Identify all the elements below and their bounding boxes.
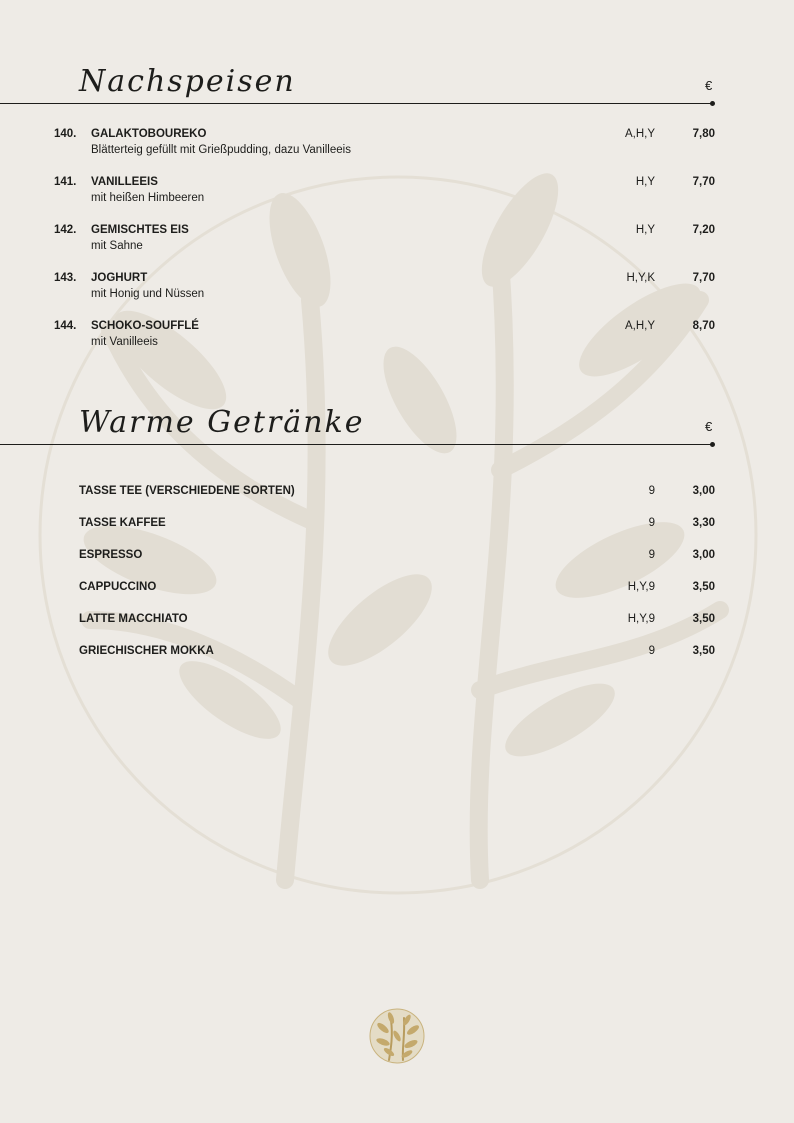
item-name: SCHOKO-SOUFFLÉ xyxy=(91,320,199,332)
item-price: 7,70 xyxy=(692,272,715,284)
section-title: Warme Getränke xyxy=(79,405,365,440)
section-divider xyxy=(0,103,713,104)
item-number: 140. xyxy=(54,128,77,140)
item-allergens: H,Y xyxy=(635,224,655,236)
item-description: mit Honig und Nüssen xyxy=(91,288,205,300)
section-title: Nachspeisen xyxy=(79,64,296,99)
currency-label: € xyxy=(705,78,713,93)
item-description: mit Sahne xyxy=(91,240,143,252)
item-name: TASSE TEE (VERSCHIEDENE SORTEN) xyxy=(79,485,295,497)
item-name: ESPRESSO xyxy=(79,549,143,561)
item-name: GALAKTOBOUREKO xyxy=(91,128,207,140)
item-number: 141. xyxy=(54,176,77,188)
item-number: 144. xyxy=(54,320,77,332)
item-allergens: A,H,Y xyxy=(624,128,655,140)
item-price: 8,70 xyxy=(692,320,715,332)
item-allergens: 9 xyxy=(648,517,655,529)
item-description: mit Vanilleeis xyxy=(91,336,158,348)
item-name: LATTE MACCHIATO xyxy=(79,613,188,625)
divider-dot-icon xyxy=(710,442,715,447)
item-price: 7,80 xyxy=(692,128,715,140)
item-name: JOGHURT xyxy=(91,272,148,284)
item-allergens: H,Y,K xyxy=(626,272,655,284)
item-name: CAPPUCCINO xyxy=(79,581,157,593)
item-number: 143. xyxy=(54,272,77,284)
item-allergens: A,H,Y xyxy=(624,320,655,332)
item-allergens: H,Y xyxy=(635,176,655,188)
item-price: 7,20 xyxy=(692,224,715,236)
item-allergens: 9 xyxy=(648,485,655,497)
item-price: 3,00 xyxy=(692,549,715,561)
item-description: Blätterteig gefüllt mit Grießpudding, dazu Vanilleeis xyxy=(91,144,351,156)
item-allergens: H,Y,9 xyxy=(627,581,655,593)
divider-dot-icon xyxy=(710,101,715,106)
item-allergens: 9 xyxy=(648,549,655,561)
item-description: mit heißen Himbeeren xyxy=(91,192,205,204)
item-allergens: 9 xyxy=(648,645,655,657)
item-number: 142. xyxy=(54,224,77,236)
item-price: 3,30 xyxy=(692,517,715,529)
item-name: VANILLEEIS xyxy=(91,176,158,188)
section-divider xyxy=(0,444,713,445)
item-price: 3,50 xyxy=(692,613,715,625)
item-name: GEMISCHTES EIS xyxy=(91,224,189,236)
item-price: 7,70 xyxy=(692,176,715,188)
currency-label: € xyxy=(705,419,713,434)
item-price: 3,50 xyxy=(692,645,715,657)
item-price: 3,00 xyxy=(692,485,715,497)
item-price: 3,50 xyxy=(692,581,715,593)
item-name: TASSE KAFFEE xyxy=(79,517,166,529)
item-name: GRIECHISCHER MOKKA xyxy=(79,645,214,657)
item-allergens: H,Y,9 xyxy=(627,613,655,625)
branch-logo-icon xyxy=(369,1008,425,1064)
